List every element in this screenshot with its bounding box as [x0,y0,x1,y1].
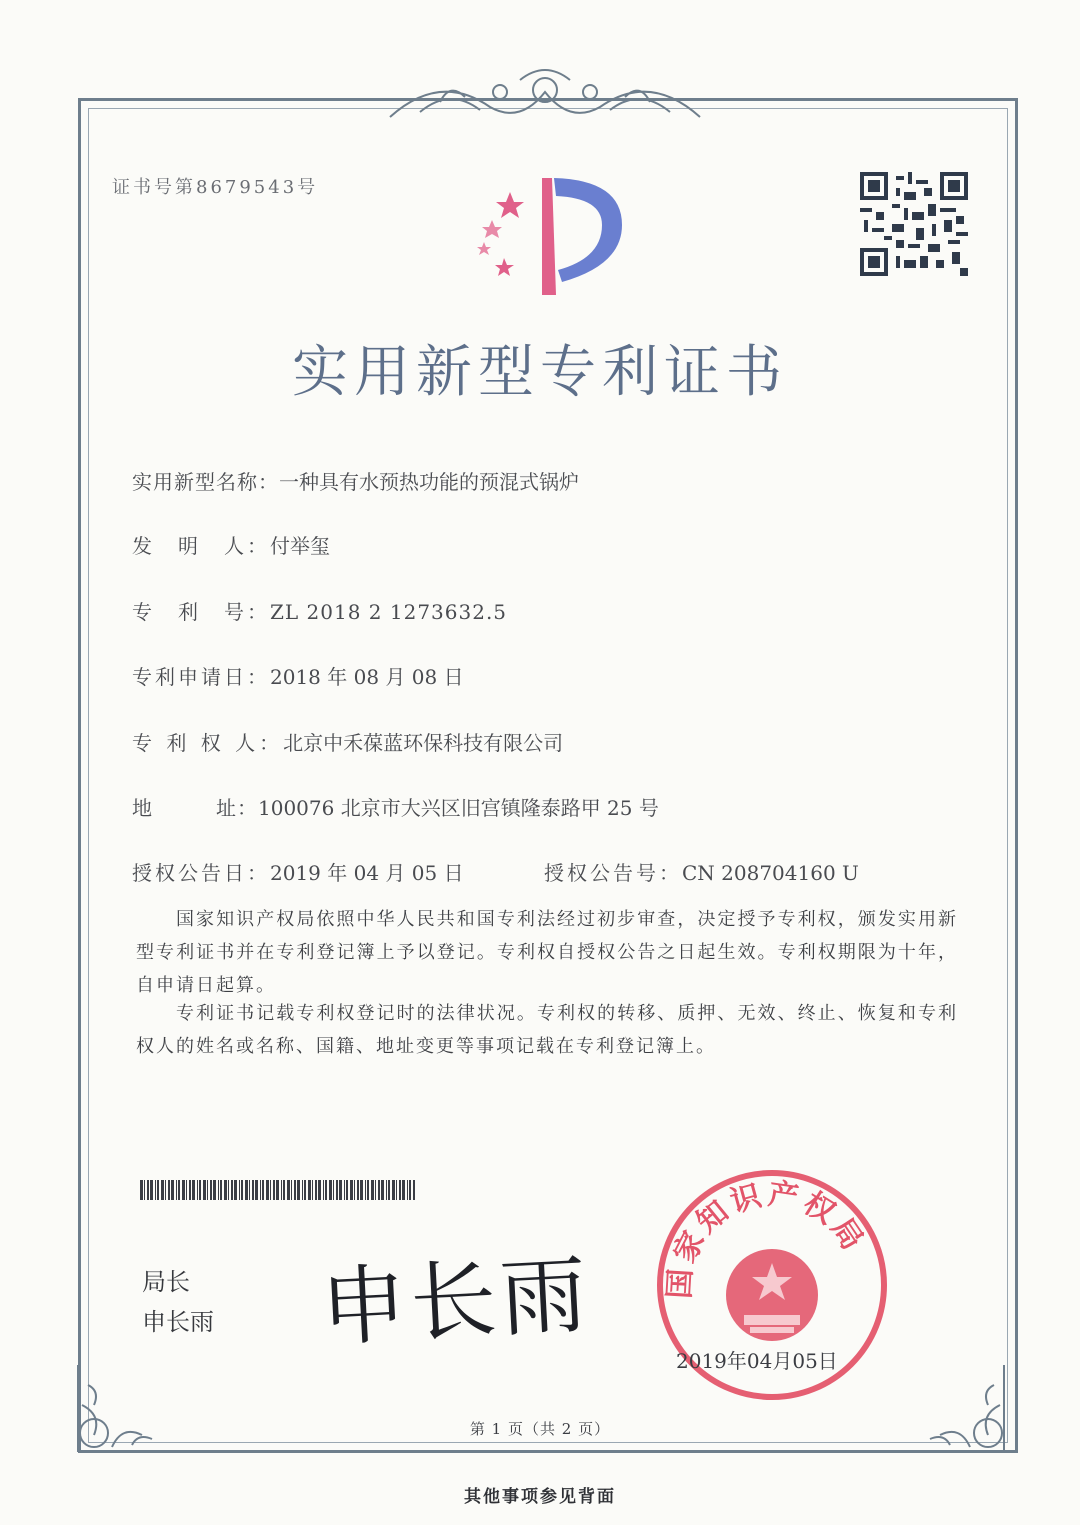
field-inventor [132,530,330,559]
page-number: 第 1 页（共 2 页） [469,1420,611,1438]
certificate-title: 实用新型专利证书 [292,340,788,405]
field-value: 一种具有水预热功能的预混式锅炉 [279,470,579,494]
director-name: 申长雨 [142,1308,214,1336]
seal-date: 2019年04月05日 [676,1349,838,1373]
field-label: 授权公告日： [132,861,270,885]
field-filing-date [132,661,464,690]
corner-ornament-right-icon [910,1355,1020,1465]
field-value: CN 208704160 U [682,861,859,885]
field-patent-number [132,596,507,625]
field-value: 2019 年 04 月 05 日 [270,861,464,885]
field-grant-date [132,857,464,886]
field-value: 100076 北京市大兴区旧宫镇隆泰路甲 25 号 [258,796,659,820]
field-value: 北京中禾葆蓝环保科技有限公司 [283,731,564,755]
field-label: 专 利 号： [132,600,270,624]
certificate-number: 证书号第8679543号 [112,177,319,198]
footer-note: 其他事项参见背面 [464,1487,616,1507]
field-patentee [132,727,563,756]
field-value: ZL 2018 2 1273632.5 [270,600,508,624]
field-label: 地 址： [132,796,258,820]
corner-ornament-left-icon [62,1355,172,1465]
body-paragraph-2: 专利证书记载专利权登记时的法律状况。专利权的转移、质押、无效、终止、恢复和专利权人的姓名或名称、国籍、地址变更等事项记载在专利登记簿上。 [136,1003,958,1057]
body-paragraph-1: 国家知识产权局依照中华人民共和国专利法经过初步审查，决定授予专利权，颁发实用新型专利证书并在专利登记簿上予以登记。专利权自授权公告之日起生效。专利权期限为十年，自申请日起算。 [136,909,958,996]
qr-code-icon [860,172,968,276]
field-label: 实用新型名称： [132,470,279,494]
field-label: 专 利 权 人： [132,731,284,755]
field-value: 付举玺 [270,534,330,558]
field-grant-number [544,857,859,886]
field-label: 授权公告号： [544,861,682,885]
field-label: 专利申请日： [132,665,270,689]
patent-office-logo-icon [462,170,634,300]
field-address [132,792,659,821]
field-value: 2018 年 08 月 08 日 [270,665,464,689]
field-label: 发 明 人： [132,534,270,558]
director-title: 局长 [142,1268,190,1296]
field-utility-model-name [132,466,579,495]
top-ornament-icon [380,62,710,132]
barcode-icon [140,1180,415,1200]
seal-text: 国家知识产权局 [662,1176,872,1300]
handwritten-signature: 申长雨 [317,1244,593,1359]
